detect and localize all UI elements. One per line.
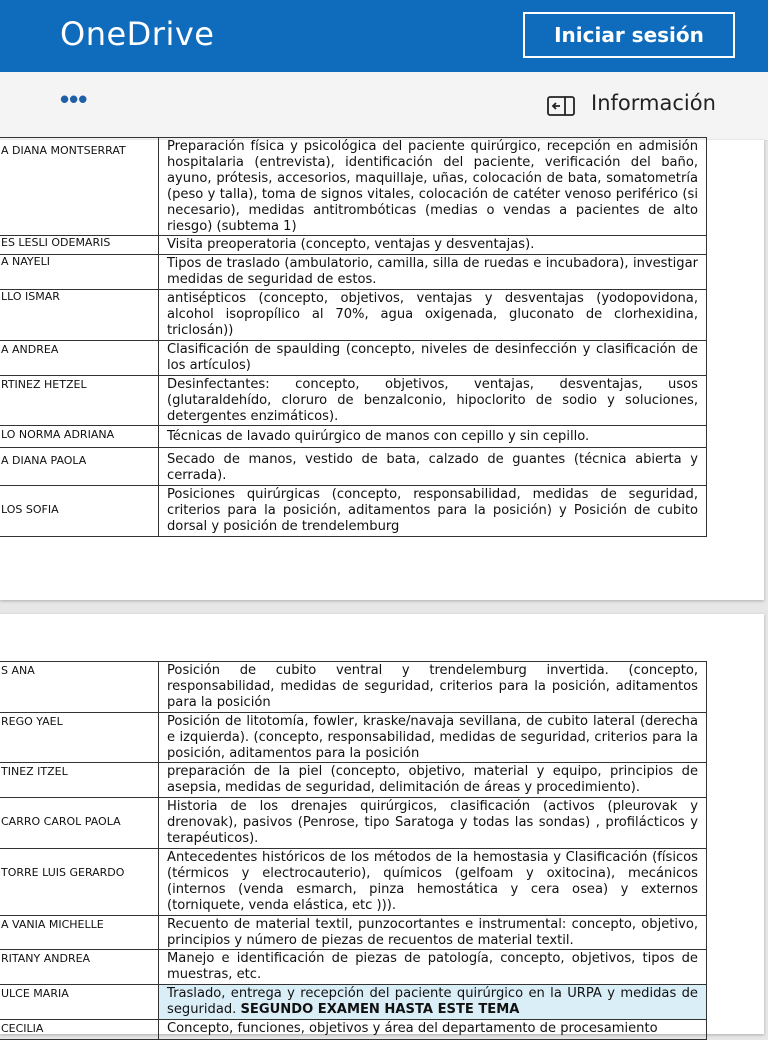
topic-cell: Posiciones quirúrgicas (concepto, responsabilidad, medidas de seguridad, criterios para la posición, aditamentos para la posición) y Posición de cubito dorsal y posición de trendelemburg: [159, 486, 707, 537]
table-row: [0, 798, 707, 849]
student-name: A DIANA MONTSERRAT: [0, 138, 159, 236]
sign-in-button[interactable]: Iniciar sesión: [523, 12, 735, 58]
document-page-2: [0, 614, 764, 1037]
table-row: [0, 848, 707, 915]
topic-cell: Recuento de material textil, punzocortantes e instrumental: concepto, objetivo, principios y número de piezas de recuentos de material textil.: [159, 915, 707, 950]
topic-cell: Concepto, funciones, objetivos y área del departamento de procesamiento: [159, 1020, 707, 1040]
more-options-icon[interactable]: •••: [60, 84, 88, 114]
topic-cell: Desinfectantes: concepto, objetivos, ventajas, desventajas, usos (glutaraldehído, cloruro de benzalconio, hipoclorito de sodio y soluciones, detergentes enzimáticos).: [159, 375, 707, 426]
table-row: [0, 985, 707, 1020]
student-name: TORRE LUIS GERARDO: [0, 848, 159, 915]
student-name: LLO ISMAR: [0, 290, 159, 341]
exam-marker: SEGUNDO EXAMEN HASTA ESTE TEMA: [240, 1002, 520, 1018]
student-name: A VANIA MICHELLE: [0, 915, 159, 950]
table-row: [0, 290, 707, 341]
table-row: [0, 950, 707, 985]
student-name: A DIANA PAOLA: [0, 448, 159, 486]
table-row: [0, 426, 707, 448]
table-row: [0, 138, 707, 236]
table-row: [0, 915, 707, 950]
student-name: LOS SOFIA: [0, 486, 159, 537]
command-bar: [0, 72, 768, 141]
topic-cell: antisépticos (concepto, objetivos, ventajas y desventajas (yodopovidona, alcohol isopropílico al 70%, agua oxigenada, gluconato de clorhexidina, triclosán)): [159, 290, 707, 341]
panel-info-icon[interactable]: [546, 94, 576, 118]
topic-cell: Visita preoperatoria (concepto, ventajas y desventajas).: [159, 236, 707, 255]
table-row: [0, 448, 707, 486]
information-button[interactable]: Información: [591, 91, 716, 115]
student-name: S ANA: [0, 662, 159, 713]
topic-cell: Manejo e identificación de piezas de patología, concepto, objetivos, tipos de muestras, etc.: [159, 950, 707, 985]
table-row: [0, 763, 707, 798]
app-brand[interactable]: OneDrive: [60, 15, 215, 53]
topics-table-page-2: [0, 661, 707, 1040]
document-page-1: [0, 140, 764, 600]
table-row: [0, 662, 707, 713]
topic-cell: Antecedentes históricos de los métodos de la hemostasia y Clasificación (físicos (térmicos y electrocauterio), químicos (gelfoam y oxitocina), mecánicos (internos (venda esmarch, pinza hemostática y cera osea) y externos (torniquete, venda elástica, etc ))).: [159, 848, 707, 915]
topic-text: Traslado, entrega y recepción del paciente quirúrgico en la URPA y medidas de seguridad.: [167, 986, 698, 1018]
student-name: CARRO CAROL PAOLA: [0, 798, 159, 849]
table-row: [0, 1020, 707, 1040]
table-row: [0, 712, 707, 763]
student-name: ULCE MARIA: [0, 985, 159, 1020]
topic-cell: Clasificación de spaulding (concepto, niveles de desinfección y clasificación de los artículos): [159, 340, 707, 375]
topic-cell: Secado de manos, vestido de bata, calzado de guantes (técnica abierta y cerrada).: [159, 448, 707, 486]
table-row: [0, 340, 707, 375]
student-name: A NAYELI: [0, 255, 159, 290]
student-name: CECILIA: [0, 1020, 159, 1040]
table-row: [0, 486, 707, 537]
topic-cell: Posición de litotomía, fowler, kraske/navaja sevillana, de cubito lateral (derecha e izquierda). (concepto, responsabilidad, medidas de seguridad, criterios para la posición, aditamentos para la posición: [159, 712, 707, 763]
student-name: TINEZ ITZEL: [0, 763, 159, 798]
student-name: RITANY ANDREA: [0, 950, 159, 985]
student-name: ES LESLI ODEMARIS: [0, 236, 159, 255]
topic-cell: Técnicas de lavado quirúrgico de manos con cepillo y sin cepillo.: [159, 426, 707, 448]
student-name: LO NORMA ADRIANA: [0, 426, 159, 448]
topic-cell: Posición de cubito ventral y trendelemburg invertida. (concepto, responsabilidad, medidas de seguridad, criterios para la posición, aditamentos para la posición: [159, 662, 707, 713]
topics-table-page-1: [0, 137, 707, 537]
table-row: [0, 255, 707, 290]
student-name: REGO YAEL: [0, 712, 159, 763]
topic-cell: preparación de la piel (concepto, objetivo, material y equipo, principios de asepsia, medidas de seguridad, delimitación de áreas y procedimiento).: [159, 763, 707, 798]
topic-cell: Preparación física y psicológica del paciente quirúrgico, recepción en admisión hospitalaria (entrevista), identificación del paciente, verificación del baño, ayuno, prótesis, accesorios, maquillaje, uñas, colocación de bata, somatometría (peso y talla), toma de signos vitales, colocación de catéter venoso periférico (si necesario), medidas antitrombóticas (medias o vendas a pacientes de alto riesgo) (subtema 1): [159, 138, 707, 236]
student-name: RTINEZ HETZEL: [0, 375, 159, 426]
student-name: A ANDREA: [0, 340, 159, 375]
topic-cell-highlighted: [159, 985, 707, 1020]
topic-cell: Historia de los drenajes quirúrgicos, clasificación (activos (pleurovak y drenovak), pasivos (Penrose, tipo Saratoga y todas las sondas) , profilácticos y terapéuticos).: [159, 798, 707, 849]
top-bar: [0, 0, 768, 72]
table-row: [0, 375, 707, 426]
topic-cell: Tipos de traslado (ambulatorio, camilla, silla de ruedas e incubadora), investigar medidas de seguridad de estos.: [159, 255, 707, 290]
table-row: [0, 236, 707, 255]
